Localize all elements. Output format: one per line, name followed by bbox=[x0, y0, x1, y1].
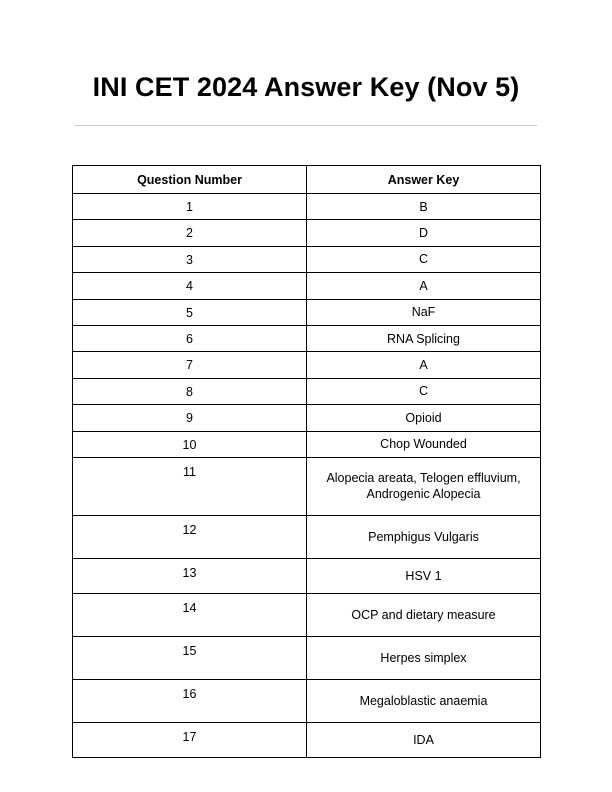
answer-key-cell: A bbox=[307, 352, 541, 378]
table-header-row bbox=[73, 166, 541, 194]
table-row bbox=[73, 636, 541, 679]
question-number-cell: 10 bbox=[73, 431, 307, 457]
question-number-cell: 13 bbox=[73, 558, 307, 593]
answer-key-cell: Opioid bbox=[307, 405, 541, 431]
question-number-cell: 8 bbox=[73, 378, 307, 404]
answer-key-cell: B bbox=[307, 194, 541, 220]
answer-key-cell: Chop Wounded bbox=[307, 431, 541, 457]
question-number-cell: 17 bbox=[73, 722, 307, 757]
divider bbox=[75, 125, 537, 126]
table-row bbox=[73, 558, 541, 593]
answer-key-cell: HSV 1 bbox=[307, 558, 541, 593]
column-header-answer-key: Answer Key bbox=[307, 166, 541, 194]
question-number-cell: 9 bbox=[73, 405, 307, 431]
question-number-cell: 6 bbox=[73, 325, 307, 351]
question-number-cell: 11 bbox=[73, 457, 307, 515]
answer-key-cell: NaF bbox=[307, 299, 541, 325]
answer-key-cell: IDA bbox=[307, 722, 541, 757]
question-number-cell: 4 bbox=[73, 273, 307, 299]
page-title: INI CET 2024 Answer Key (Nov 5) bbox=[92, 72, 520, 102]
answer-key-cell: D bbox=[307, 220, 541, 246]
table-row bbox=[73, 325, 541, 351]
answer-key-cell: C bbox=[307, 378, 541, 404]
table-row bbox=[73, 194, 541, 220]
question-number-cell: 5 bbox=[73, 299, 307, 325]
table-row bbox=[73, 431, 541, 457]
table-row bbox=[73, 679, 541, 722]
column-header-question-number: Question Number bbox=[73, 166, 307, 194]
answer-key-cell: A bbox=[307, 273, 541, 299]
answer-key-cell: Pemphigus Vulgaris bbox=[307, 515, 541, 558]
answer-key-cell: Megaloblastic anaemia bbox=[307, 679, 541, 722]
question-number-cell: 2 bbox=[73, 220, 307, 246]
table-row bbox=[73, 220, 541, 246]
answer-key-cell: C bbox=[307, 246, 541, 272]
answer-key-cell: Herpes simplex bbox=[307, 636, 541, 679]
question-number-cell: 12 bbox=[73, 515, 307, 558]
table-row bbox=[73, 405, 541, 431]
question-number-cell: 14 bbox=[73, 593, 307, 636]
answer-key-cell: RNA Splicing bbox=[307, 325, 541, 351]
question-number-cell: 7 bbox=[73, 352, 307, 378]
table-row bbox=[73, 593, 541, 636]
question-number-cell: 15 bbox=[73, 636, 307, 679]
table-row bbox=[73, 457, 541, 515]
question-number-cell: 3 bbox=[73, 246, 307, 272]
table-row bbox=[73, 299, 541, 325]
table-row bbox=[73, 515, 541, 558]
table-row bbox=[73, 722, 541, 757]
answer-key-cell: Alopecia areata, Telogen effluvium, Androgenic Alopecia bbox=[307, 457, 541, 515]
question-number-cell: 1 bbox=[73, 194, 307, 220]
table-row bbox=[73, 246, 541, 272]
question-number-cell: 16 bbox=[73, 679, 307, 722]
table-row bbox=[73, 378, 541, 404]
table-row bbox=[73, 273, 541, 299]
table-row bbox=[73, 352, 541, 378]
answer-key-table bbox=[72, 165, 541, 758]
answer-key-cell: OCP and dietary measure bbox=[307, 593, 541, 636]
